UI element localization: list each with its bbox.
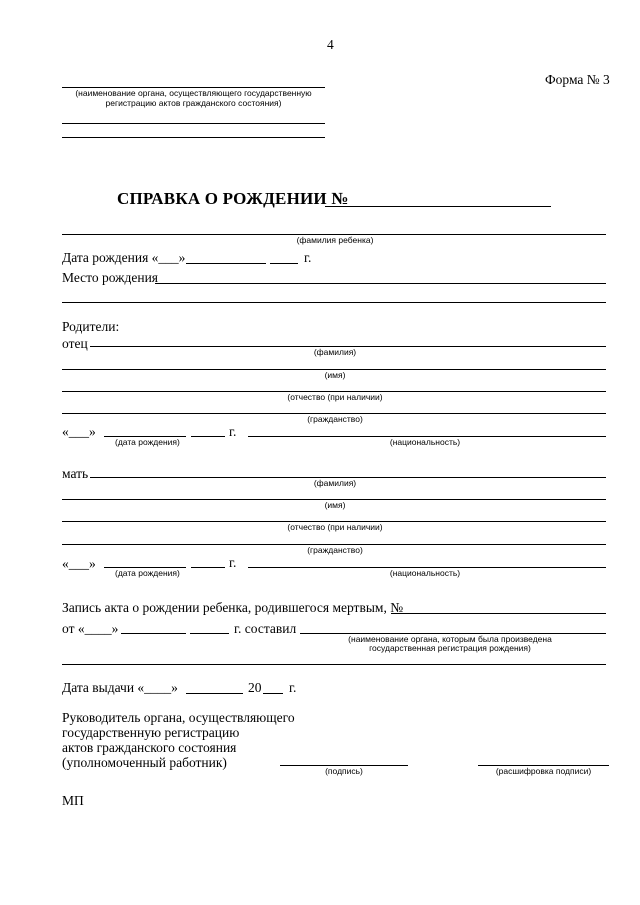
form-label: Форма № 3: [545, 72, 610, 87]
head-label-line4: (уполномоченный работник): [62, 755, 227, 770]
mother-birth-date-caption: (дата рождения): [115, 568, 180, 578]
registration-authority-caption-line2: государственная регистрация рождения): [369, 643, 531, 653]
mother-patronymic-caption: (отчество (при наличии): [287, 522, 383, 532]
mother-citizenship-caption: (гражданство): [307, 545, 363, 555]
authority-extra-line-2[interactable]: [62, 137, 325, 138]
head-label-line1: Руководитель органа, осуществляющего: [62, 710, 295, 725]
birth-year-field[interactable]: [270, 263, 298, 264]
stamp-label: МП: [62, 793, 84, 808]
issue-year-field[interactable]: [263, 693, 283, 694]
registration-authority-field-2[interactable]: [62, 664, 606, 665]
document-title: СПРАВКА О РОЖДЕНИИ №: [117, 189, 349, 208]
mother-surname-caption: (фамилия): [313, 478, 357, 488]
compiled-label: г. составил: [234, 621, 297, 636]
act-month-field[interactable]: [121, 633, 186, 634]
signature-caption: (подпись): [325, 766, 363, 776]
mother-year-suffix: г.: [229, 555, 237, 570]
authority-extra-line-1[interactable]: [62, 123, 325, 124]
birth-place-label: Место рождения: [62, 270, 159, 285]
father-label: отец: [62, 336, 88, 351]
mother-name-caption: (имя): [324, 500, 346, 510]
father-date-open: «___»: [62, 424, 96, 439]
child-surname-caption: (фамилия ребенка): [296, 235, 374, 245]
signature-decode-caption: (расшифровка подписи): [495, 766, 592, 776]
father-birth-year-field[interactable]: [191, 436, 225, 437]
page-number: 4: [327, 37, 334, 52]
mother-birth-year-field[interactable]: [191, 567, 225, 568]
issue-year-suffix: г.: [289, 680, 297, 695]
father-surname-caption: (фамилия): [313, 347, 357, 357]
parents-label: Родители:: [62, 319, 120, 334]
mother-date-open: «___»: [62, 556, 96, 571]
father-name-caption: (имя): [324, 370, 346, 380]
head-label-line3: актов гражданского состояния: [62, 740, 237, 755]
act-record-number-field[interactable]: [391, 613, 606, 614]
father-citizenship-caption: (гражданство): [307, 414, 363, 424]
issue-month-field[interactable]: [186, 693, 243, 694]
father-patronymic-caption: (отчество (при наличии): [287, 392, 383, 402]
head-label-line2: государственную регистрацию: [62, 725, 240, 740]
father-year-suffix: г.: [229, 424, 237, 439]
act-year-field[interactable]: [190, 633, 229, 634]
authority-caption-line2: регистрацию актов гражданского состояния): [105, 98, 282, 108]
birth-place-field-2[interactable]: [62, 302, 606, 303]
mother-label: мать: [62, 466, 89, 481]
birth-year-suffix: г.: [304, 250, 312, 265]
act-record-label: Запись акта о рождении ребенка, родившегося мертвым, №: [62, 600, 404, 615]
birth-place-field[interactable]: [155, 283, 606, 284]
father-birth-date-caption: (дата рождения): [115, 437, 180, 447]
issue-date-label: Дата выдачи «____»: [62, 680, 178, 695]
father-nationality-caption: (национальность): [389, 437, 461, 447]
mother-nationality-caption: (национальность): [389, 568, 461, 578]
birth-month-field[interactable]: [186, 263, 266, 264]
registration-authority-caption-line1: (наименование органа, которым была произведена: [348, 634, 552, 644]
authority-caption-line1: (наименование органа, осуществляющего государственную: [75, 88, 312, 98]
birth-date-label: Дата рождения «___»: [62, 250, 186, 265]
certificate-number-field[interactable]: [325, 206, 551, 207]
issue-century: 20: [248, 680, 262, 695]
act-date-label: от «____»: [62, 621, 119, 636]
